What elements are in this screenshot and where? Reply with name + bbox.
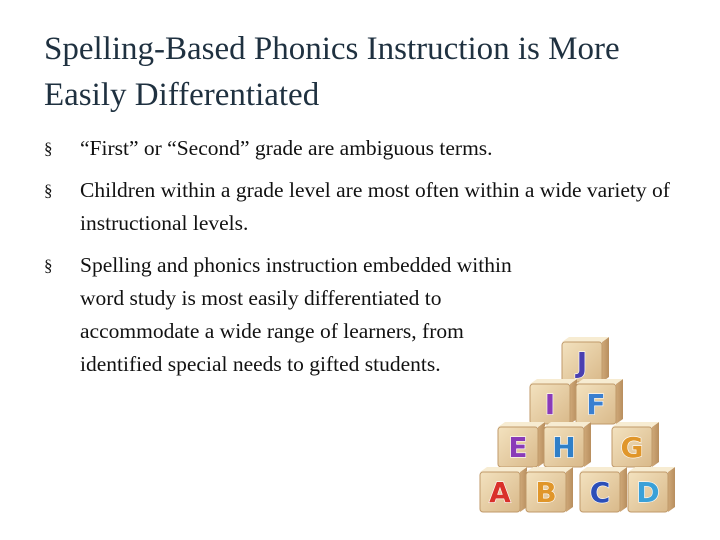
svg-text:C: C bbox=[589, 476, 611, 509]
svg-text:G: G bbox=[620, 431, 644, 464]
bullet-item bbox=[44, 132, 684, 165]
letter-block-b bbox=[526, 467, 573, 512]
letter-block-i bbox=[530, 379, 577, 424]
bullet-item bbox=[44, 174, 684, 240]
svg-text:B: B bbox=[535, 476, 557, 509]
svg-text:A: A bbox=[489, 476, 511, 509]
bullet-text: “First” or “Second” grade are ambiguous terms. bbox=[80, 136, 493, 160]
letter-block-e bbox=[498, 422, 545, 467]
svg-text:J: J bbox=[576, 346, 588, 379]
bullet-icon: § bbox=[44, 181, 53, 200]
svg-text:I: I bbox=[544, 388, 556, 421]
letter-block-g bbox=[612, 422, 659, 467]
svg-text:F: F bbox=[586, 388, 606, 421]
bullet-text: Spelling and phonics instruction embedded within word study is most easily differentiated to accommodate a wide range of learners, from identified special needs to gifted students. bbox=[80, 253, 512, 376]
svg-text:D: D bbox=[636, 476, 660, 509]
letter-block-c bbox=[580, 467, 627, 512]
svg-text:E: E bbox=[508, 431, 528, 464]
letter-block-d bbox=[628, 467, 675, 512]
alphabet-blocks-image bbox=[470, 330, 690, 530]
letter-block-j bbox=[562, 337, 609, 382]
slide-title: Spelling-Based Phonics Instruction is More Easily Differentiated bbox=[44, 31, 620, 113]
bullet-text: Children within a grade level are most often within a wide variety of instructional levels. bbox=[80, 178, 670, 235]
letter-block-f bbox=[576, 379, 623, 424]
bullet-icon: § bbox=[44, 256, 53, 275]
bullet-icon: § bbox=[44, 139, 53, 158]
svg-text:H: H bbox=[552, 431, 576, 464]
letter-block-a bbox=[480, 467, 527, 512]
letter-block-h bbox=[544, 422, 591, 467]
